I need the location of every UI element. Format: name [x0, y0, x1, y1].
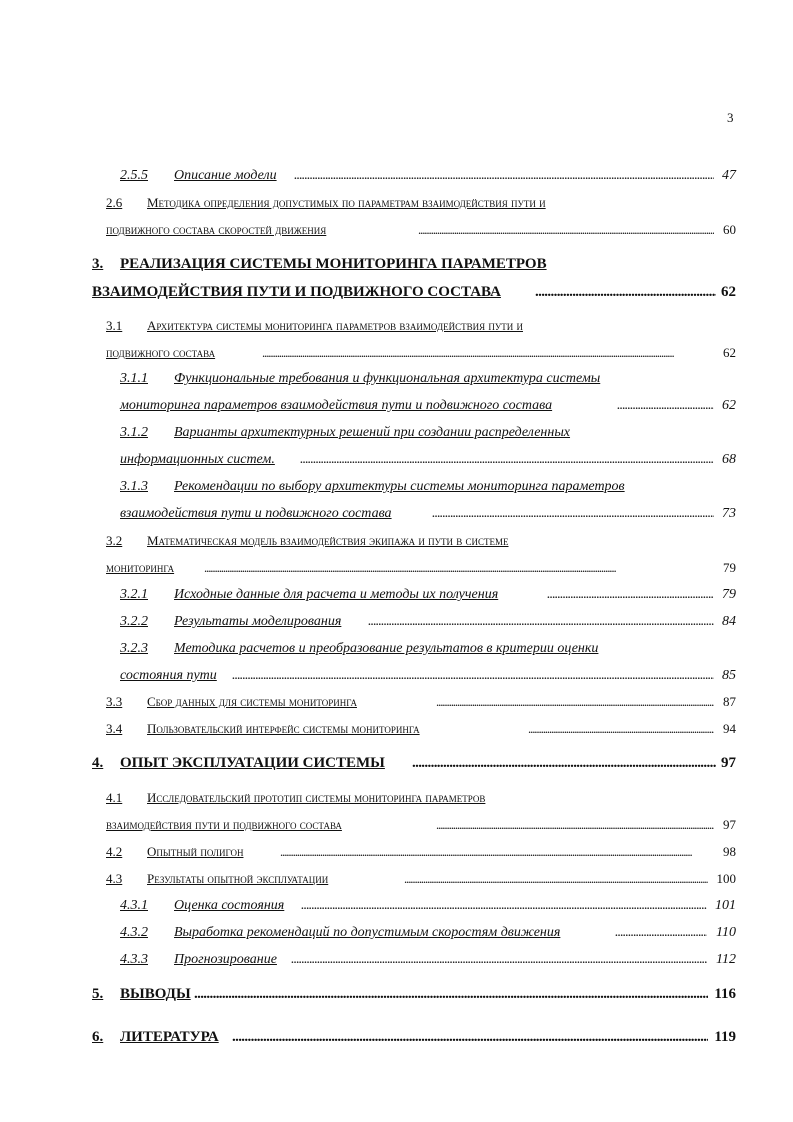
- toc-entry-number: 4.3.1: [120, 898, 148, 913]
- toc-entry-title: Сбор данных для системы мониторинга: [147, 694, 357, 709]
- dot-leader: [280, 844, 714, 860]
- toc-entry-3-1[interactable]: [0, 318, 793, 336]
- toc-entry-title: Результаты моделирования: [174, 614, 342, 629]
- toc-entry-4-1-cont[interactable]: [0, 817, 793, 835]
- toc-entry-number: 3.1.1: [120, 371, 148, 386]
- toc-entry-page: 110: [716, 925, 736, 940]
- dot-leader: [204, 560, 714, 576]
- toc-entry-title: Функциональные требования и функциональная архитектура системы: [174, 371, 601, 386]
- toc-entry-4[interactable]: [0, 755, 793, 775]
- toc-entry-title: состояния пути: [120, 668, 217, 683]
- dot-leader: [404, 871, 708, 887]
- toc-entry-number: 4.: [92, 755, 104, 771]
- toc-entry-title: Оценка состояния: [174, 898, 285, 913]
- toc-entry-page: 68: [722, 452, 736, 467]
- toc-entry-number: 3.2.3: [120, 641, 148, 656]
- toc-entry-page: 112: [716, 952, 736, 967]
- toc-entry-page: 84: [722, 614, 736, 629]
- dot-leader: [300, 452, 714, 468]
- toc-entry-title: Опытный полигон: [147, 844, 244, 859]
- toc-entry-title: Математическая модель взаимодействия экипажа и пути в системе: [147, 533, 509, 548]
- toc-entry-page: 97: [721, 755, 736, 771]
- toc-entry-page: 60: [723, 222, 736, 237]
- toc-entry-page: 101: [715, 898, 736, 913]
- toc-entry-3-1-1-cont[interactable]: [0, 398, 793, 416]
- toc-entry-page: 116: [714, 986, 736, 1002]
- toc-entry-2-6[interactable]: [0, 195, 793, 213]
- toc-entry-title: Рекомендации по выбору архитектуры системы мониторинга параметров: [174, 479, 625, 494]
- toc-entry-title: Варианты архитектурных решений при создании распределенных: [174, 425, 571, 440]
- toc-entry-page: 47: [722, 168, 736, 183]
- toc-entry-number: 4.3: [106, 871, 123, 886]
- toc-entry-title: Прогнозирование: [174, 952, 277, 967]
- toc-entry-page: 62: [721, 284, 736, 300]
- toc-entry-3-1-cont[interactable]: [0, 345, 793, 363]
- dot-leader: [368, 614, 714, 630]
- toc-entry-number: 4.3.3: [120, 952, 148, 967]
- toc-entry-title: ВЫВОДЫ: [120, 986, 191, 1002]
- toc-entry-title: Методика расчетов и преобразование результатов в критерии оценки: [174, 641, 599, 656]
- toc-entry-number: 3.1: [106, 318, 123, 333]
- dot-leader: [436, 694, 714, 710]
- dot-leader: [232, 668, 714, 684]
- dot-leader: [432, 506, 714, 522]
- toc-entry-3-cont[interactable]: [0, 284, 793, 304]
- dot-leader: [291, 952, 707, 968]
- toc-entry-3-2-3-cont[interactable]: [0, 668, 793, 686]
- toc-entry-number: 3.3: [106, 694, 123, 709]
- dot-leader: [615, 925, 707, 941]
- toc-entry-page: 79: [722, 587, 736, 602]
- dot-leader: [194, 986, 708, 1003]
- toc-entry-3-1-1[interactable]: [0, 371, 793, 389]
- toc-entry-number: 3.1.3: [120, 479, 148, 494]
- toc-entry-title: Описание модели: [174, 168, 277, 183]
- toc-entry-number: 3.1.2: [120, 425, 148, 440]
- toc-entry-3-1-3-cont[interactable]: [0, 506, 793, 524]
- toc-entry-page: 100: [716, 871, 736, 886]
- toc-entry-3-1-2-cont[interactable]: [0, 452, 793, 470]
- toc-entry-title: информационных систем.: [120, 452, 275, 467]
- toc-entry-number: 3.: [92, 256, 104, 272]
- toc-entry-title: РЕАЛИЗАЦИЯ СИСТЕМЫ МОНИТОРИНГА ПАРАМЕТРОВ: [120, 256, 547, 272]
- toc-entry-page: 97: [723, 817, 736, 832]
- toc-entry-title: Архитектура системы мониторинга параметров взаимодействия пути и: [147, 318, 523, 333]
- toc-entry-title: мониторинга параметров взаимодействия пути и подвижного состава: [120, 398, 553, 413]
- toc-entry-3-2-2[interactable]: [0, 614, 793, 632]
- dot-leader: [436, 817, 714, 833]
- page-number: 3: [727, 110, 734, 125]
- toc-entry-2-6-cont[interactable]: [0, 222, 793, 240]
- toc-entry-title: ВЗАИМОДЕЙСТВИЯ ПУТИ И ПОДВИЖНОГО СОСТАВА: [92, 284, 501, 300]
- dot-leader: [617, 398, 714, 414]
- toc-entry-4-3-1[interactable]: [0, 898, 793, 916]
- toc-entry-4-1[interactable]: [0, 790, 793, 808]
- toc-entry-number: 5.: [92, 986, 104, 1002]
- dot-leader: [535, 284, 716, 301]
- toc-entry-page: 94: [723, 721, 736, 736]
- toc-entry-title: Выработка рекомендаций по допустимым скоростям движения: [174, 925, 561, 940]
- dot-leader: [301, 898, 707, 914]
- toc-entry-title: Пользовательский интерфейс системы мониторинга: [147, 721, 420, 736]
- dot-leader: [262, 345, 714, 361]
- toc-entry-3-2[interactable]: [0, 533, 793, 551]
- toc-entry-3-2-cont[interactable]: [0, 560, 793, 578]
- toc-entry-title: Исходные данные для расчета и методы их получения: [174, 587, 499, 602]
- toc-entry-4-2[interactable]: [0, 844, 793, 862]
- toc-entry-page: 73: [722, 506, 736, 521]
- toc-entry-4-3-3[interactable]: [0, 952, 793, 970]
- toc-entry-number: 6.: [92, 1029, 104, 1045]
- toc-entry-title: мониторинга: [106, 560, 175, 575]
- toc-entry-3-1-2[interactable]: [0, 425, 793, 443]
- toc-entry-3[interactable]: [0, 256, 793, 276]
- toc-entry-page: 79: [723, 560, 736, 575]
- toc-entry-page: 62: [723, 345, 736, 360]
- toc-entry-number: 3.4: [106, 721, 123, 736]
- toc-entry-title: взаимодействия пути и подвижного состава: [106, 817, 342, 832]
- toc-entry-6[interactable]: [0, 1029, 793, 1049]
- toc-entry-page: 87: [723, 694, 736, 709]
- toc-entry-page: 119: [714, 1029, 736, 1045]
- toc-entry-3-3[interactable]: [0, 694, 793, 712]
- toc-entry-page: 85: [722, 668, 736, 683]
- toc-entry-number: 4.1: [106, 790, 123, 805]
- dot-leader: [528, 721, 714, 737]
- toc-entry-3-2-3[interactable]: [0, 641, 793, 659]
- dot-leader: [418, 222, 714, 238]
- dot-leader: [294, 168, 714, 184]
- dot-leader: [547, 587, 714, 603]
- toc-entry-3-4[interactable]: [0, 721, 793, 739]
- toc-entry-number: 4.2: [106, 844, 123, 859]
- toc-entry-title: ОПЫТ ЭКСПЛУАТАЦИИ СИСТЕМЫ: [120, 755, 385, 771]
- toc-entry-number: 3.2.2: [120, 614, 148, 629]
- toc-entry-title: подвижного состава скоростей движения: [106, 222, 327, 237]
- toc-entry-number: 3.2: [106, 533, 123, 548]
- toc-entry-3-1-3[interactable]: [0, 479, 793, 497]
- toc-entry-number: 2.5.5: [120, 168, 148, 183]
- toc-entry-title: Методика определения допустимых по параметрам взаимодействия пути и: [147, 195, 546, 210]
- toc-entry-5[interactable]: [0, 986, 793, 1006]
- toc-entry-title: Исследовательский прототип системы мониторинга параметров: [147, 790, 486, 805]
- toc-entry-4-3[interactable]: [0, 871, 793, 889]
- toc-entry-3-2-1[interactable]: [0, 587, 793, 605]
- toc-entry-number: 3.2.1: [120, 587, 148, 602]
- toc-entry-page: 62: [722, 398, 736, 413]
- dot-leader: [412, 755, 716, 772]
- toc-entry-page: 98: [723, 844, 736, 859]
- toc-entry-title: взаимодействия пути и подвижного состава: [120, 506, 392, 521]
- toc-entry-number: 2.6: [106, 195, 123, 210]
- toc-entry-title: ЛИТЕРАТУРА: [120, 1029, 219, 1045]
- toc-entry-number: 4.3.2: [120, 925, 148, 940]
- toc-entry-title: Результаты опытной эксплуатации: [147, 871, 329, 886]
- toc-entry-title: подвижного состава: [106, 345, 216, 360]
- toc-entry-2-5-5[interactable]: [0, 168, 793, 186]
- dot-leader: [232, 1029, 708, 1046]
- toc-entry-4-3-2[interactable]: [0, 925, 793, 943]
